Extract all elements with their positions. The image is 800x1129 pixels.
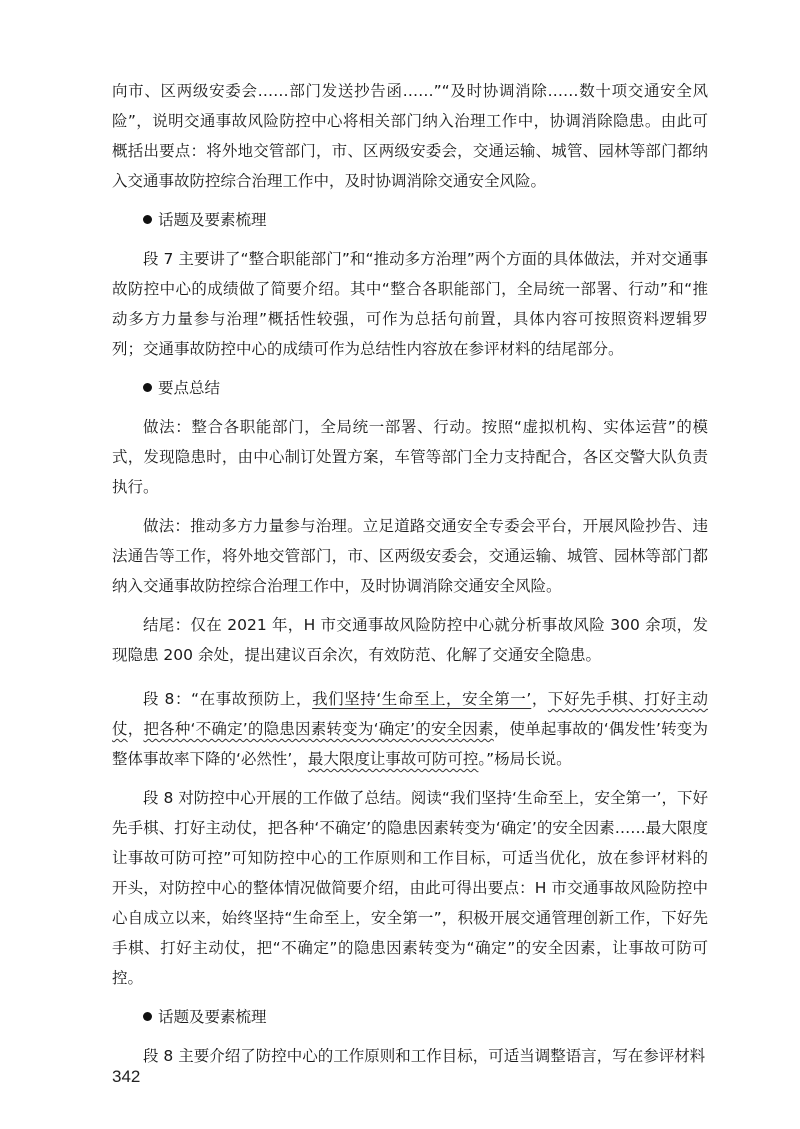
quote-text: 段 8：“在事故预防上， — [143, 690, 313, 708]
paragraph-analysis-section-8: 段 8 对防控中心开展的工作做了总结。阅读“我们坚持‘生命至上，安全第一’，下好先手棋、打好主动仗，把各种‘不确定’的隐患因素转变为‘确定’的安全因素……最大限度让事故可防可控”可知防控中心的工作原则和工作目标，可适当优化，放在参评材料的开头，对防控中心的整体情况做简要介绍，由此可得出要点：H 市交通事故风险防控中心自成立以来，始终坚持“生命至上，安全第一”，积极开展交通管理创新工作，下好先手棋、打好主动仗，把“不确定”的隐患因素转变为“确定”的安全因素，让事故可防可控。 — [112, 789, 708, 987]
wavy-underlined-phrase: 最大限度让事故可防可控 — [307, 750, 479, 768]
paragraph-continued: 向市、区两级安委会……部门发送抄告函……”“及时协调消除……数十项交通安全风险”，说明交通事故风险防控中心将相关部门纳入治理工作中，协调消除隐患。由此可概括出要点：将外地交管部门，市、区两级安委会，交通运输、城管、园林等部门都纳入交通事故防控综合治理工作中，及时协调消除交通安全风险。 — [112, 82, 708, 190]
bullet-heading-text: 话题及要素梳理 — [158, 1008, 267, 1026]
bullet-dot-icon — [143, 1012, 152, 1021]
quote-text: 。”杨局长说。 — [478, 750, 572, 768]
wavy-underlined-phrase: 把各种‘不确定’的隐患因素转变为‘确定’的安全因素 — [143, 720, 494, 738]
bullet-heading-text: 话题及要素梳理 — [158, 211, 267, 229]
underlined-phrase: 我们坚持‘生命至上，安全第一’ — [312, 690, 532, 708]
page-number: 342 — [112, 1067, 141, 1086]
text-column — [112, 76, 708, 1071]
paragraph-method-2: 做法：推动多方力量参与治理。立足道路交通安全专委会平台，开展风险抄告、违法通告等工作，将外地交管部门，市、区两级安委会，交通运输、城管、园林等部门都纳入交通事故防控综合治理工作中，及时协调消除交通安全风险。 — [112, 517, 708, 595]
bullet-dot-icon — [143, 215, 152, 224]
bullet-heading-text: 要点总结 — [158, 379, 221, 397]
paragraph-method-1: 做法：整合各职能部门，全局统一部署、行动。按照“虚拟机构、实体运营”的模式，发现隐患时，由中心制订处置方案，车管等部门全力支持配合，各区交警大队负责执行。 — [112, 418, 708, 496]
quote-text: ， — [531, 690, 548, 708]
paragraph-final: 段 8 主要介绍了防控中心的工作原则和工作目标，可适当调整语言，写在参评材料 — [143, 1047, 706, 1065]
bullet-heading-topic-2 — [112, 1002, 708, 1032]
bullet-heading-topic-1 — [112, 205, 708, 235]
paragraph-quote-section-8 — [112, 684, 708, 774]
paragraph-ending: 结尾：仅在 2021 年，H 市交通事故风险防控中心就分析事故风险 300 余项，发现隐患 200 余处，提出建议百余次，有效防范、化解了交通安全隐患。 — [112, 616, 708, 664]
bullet-heading-summary — [112, 373, 708, 403]
paragraph-section-7: 段 7 主要讲了“整合职能部门”和“推动多方治理”两个方面的具体做法，并对交通事故防控中心的成绩做了简要介绍。其中“整合各职能部门，全局统一部署、行动”和“推动多方力量参与治理”概括性较强，可作为总括句前置，具体内容可按照资料逻辑罗列；交通事故防控中心的成绩可作为总结性内容放在参评材料的结尾部分。 — [112, 250, 708, 358]
quote-text: ， — [127, 720, 144, 738]
quote-text: ，使单起事故的‘偶发性’转变为整体事故率下降的‘必然性’， — [112, 720, 708, 768]
wavy-underlined-phrase: 下好先手棋、打好主动仗 — [112, 690, 708, 738]
bullet-dot-icon — [143, 383, 152, 392]
